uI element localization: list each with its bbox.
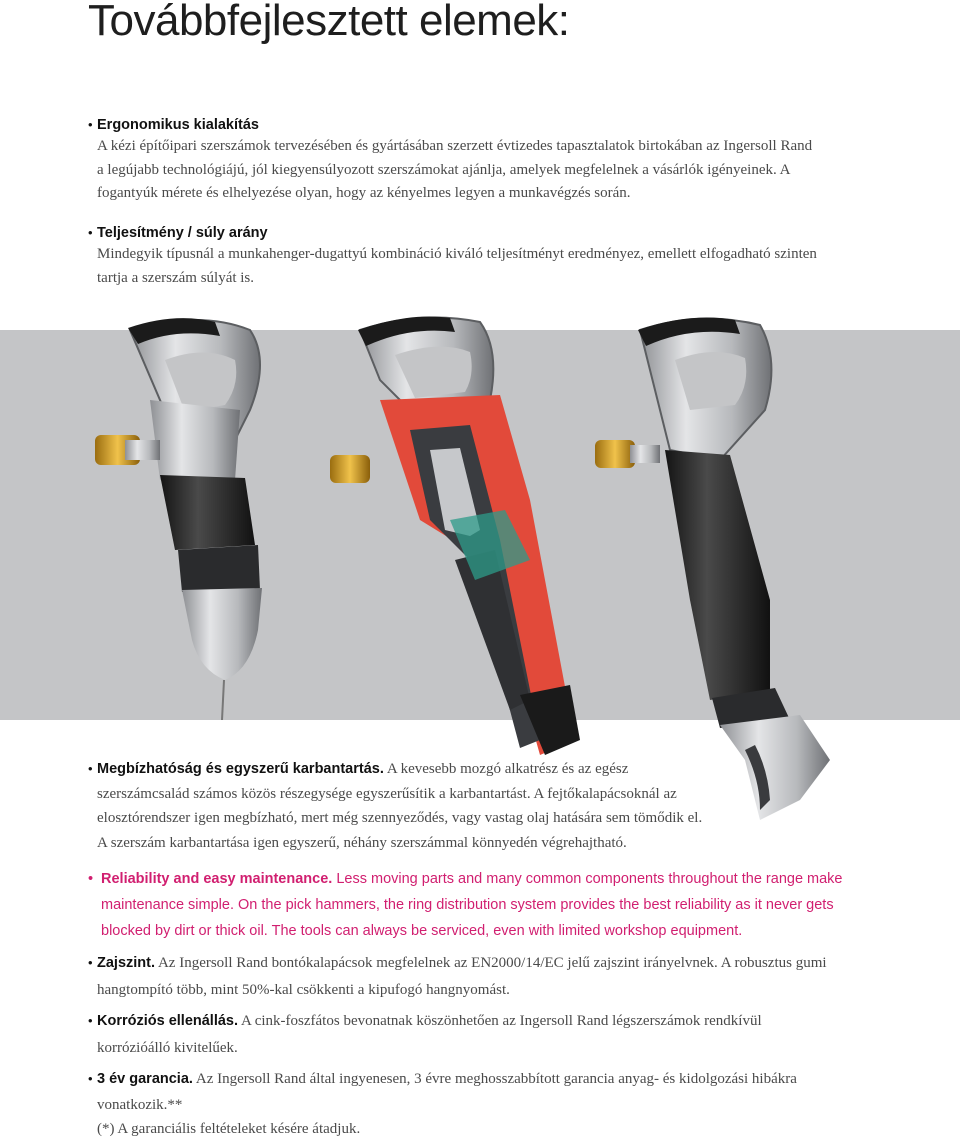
section-heading: Zajszint.	[97, 955, 156, 971]
page-title: Továbbfejlesztett elemek:	[88, 0, 570, 45]
bullet: •	[88, 955, 93, 970]
section-heading: Ergonomikus kialakítás	[97, 117, 259, 133]
section-corrosion	[88, 1009, 878, 1060]
body-line: vonatkozik.**	[97, 1096, 183, 1113]
section-first-line: A kevesebb mozgó alkatrész és az egész	[386, 761, 629, 777]
section-noise	[88, 951, 878, 1002]
bullet: •	[88, 117, 93, 132]
section-ergonomic	[88, 116, 812, 206]
section-reliability-en	[88, 866, 878, 944]
body-line: A kézi építőipari szerszámok tervezésében és gyártásában szerzett évtizedes tapasztalatok birtokában az Ingersoll Rand	[97, 138, 813, 154]
section-reliability	[88, 757, 878, 855]
section-first-line: A cink-foszfátos bevonatnak köszönhetően az Ingersoll Rand légszerszámok rendkívül	[240, 1013, 762, 1029]
body-line: a legújabb technológiájú, jól kiegyensúlyozott szerszámokat ajánlja, amelyek megfelelnek a vásárlók igényeinek. A	[97, 161, 791, 178]
body-line: tartja a szerszám súlyát is.	[97, 269, 255, 286]
body-line: A szerszám karbantartása igen egyszerű, néhány szerszámmal könnyedén végrehajtható.	[97, 834, 627, 851]
bullet: •	[88, 1071, 93, 1086]
section-first-line: Az Ingersoll Rand által ingyenesen, 3 évre meghosszabbított garancia anyag- és kidolgozási hibákra	[195, 1071, 797, 1087]
body-line: elosztórendszer igen megbízható, mert még szennyeződés, vagy vastag olaj hatására sem tömődik el.	[97, 810, 703, 826]
section-heading: Korróziós ellenállás.	[97, 1013, 239, 1029]
section-body	[97, 135, 812, 206]
bullet: •	[88, 1013, 93, 1028]
body-line: Mindegyik típusnál a munkahenger-dugattyú kombináció kiváló teljesítményt eredményez, emellett elfogadható szinten	[97, 246, 817, 262]
body-line: szerszámcsalád számos közös részegysége egyszerűsítik a karbantartást. A fejtőkalapácsoknál az	[97, 785, 677, 802]
section-power	[88, 224, 817, 290]
footnote: (*) A garanciális feltételeket késére átadjuk.	[97, 1121, 361, 1137]
tool-left	[95, 318, 262, 720]
body-line: korrózióálló kivitelűek.	[97, 1039, 238, 1056]
section-first-line: Az Ingersoll Rand bontókalapácsok megfelelnek az EN2000/14/EC jelű zajszint irányelvnek. A robusztus gumi	[157, 955, 827, 971]
section-first-line: Less moving parts and many common components throughout the range make	[336, 871, 843, 887]
body-line: hangtompító több, mint 50%-kal csökkenti a kipufogó hangnyomást.	[97, 981, 510, 998]
tool-middle-cutaway	[330, 317, 580, 756]
section-heading: Megbízhatóság és egyszerű karbantartás.	[97, 761, 384, 777]
section-heading: Teljesítmény / súly arány	[97, 225, 268, 241]
section-heading: Reliability and easy maintenance.	[101, 871, 333, 887]
body-line: fogantyúk mérete és elhelyezése olyan, hogy az kényelmes legyen a munkavégzés során.	[97, 185, 631, 201]
body-line: blocked by dirt or thick oil. The tools can always be serviced, even with limited workshop equipment.	[101, 923, 743, 939]
section-warranty	[88, 1067, 878, 1142]
body-line: maintenance simple. On the pick hammers, the ring distribution system provides the best reliability as it never gets	[101, 897, 834, 913]
section-body	[97, 243, 817, 290]
bullet: •	[88, 761, 93, 776]
bullet: •	[88, 225, 93, 240]
tool-right	[595, 318, 830, 820]
bullet: •	[88, 871, 94, 887]
section-heading: 3 év garancia.	[97, 1071, 193, 1087]
